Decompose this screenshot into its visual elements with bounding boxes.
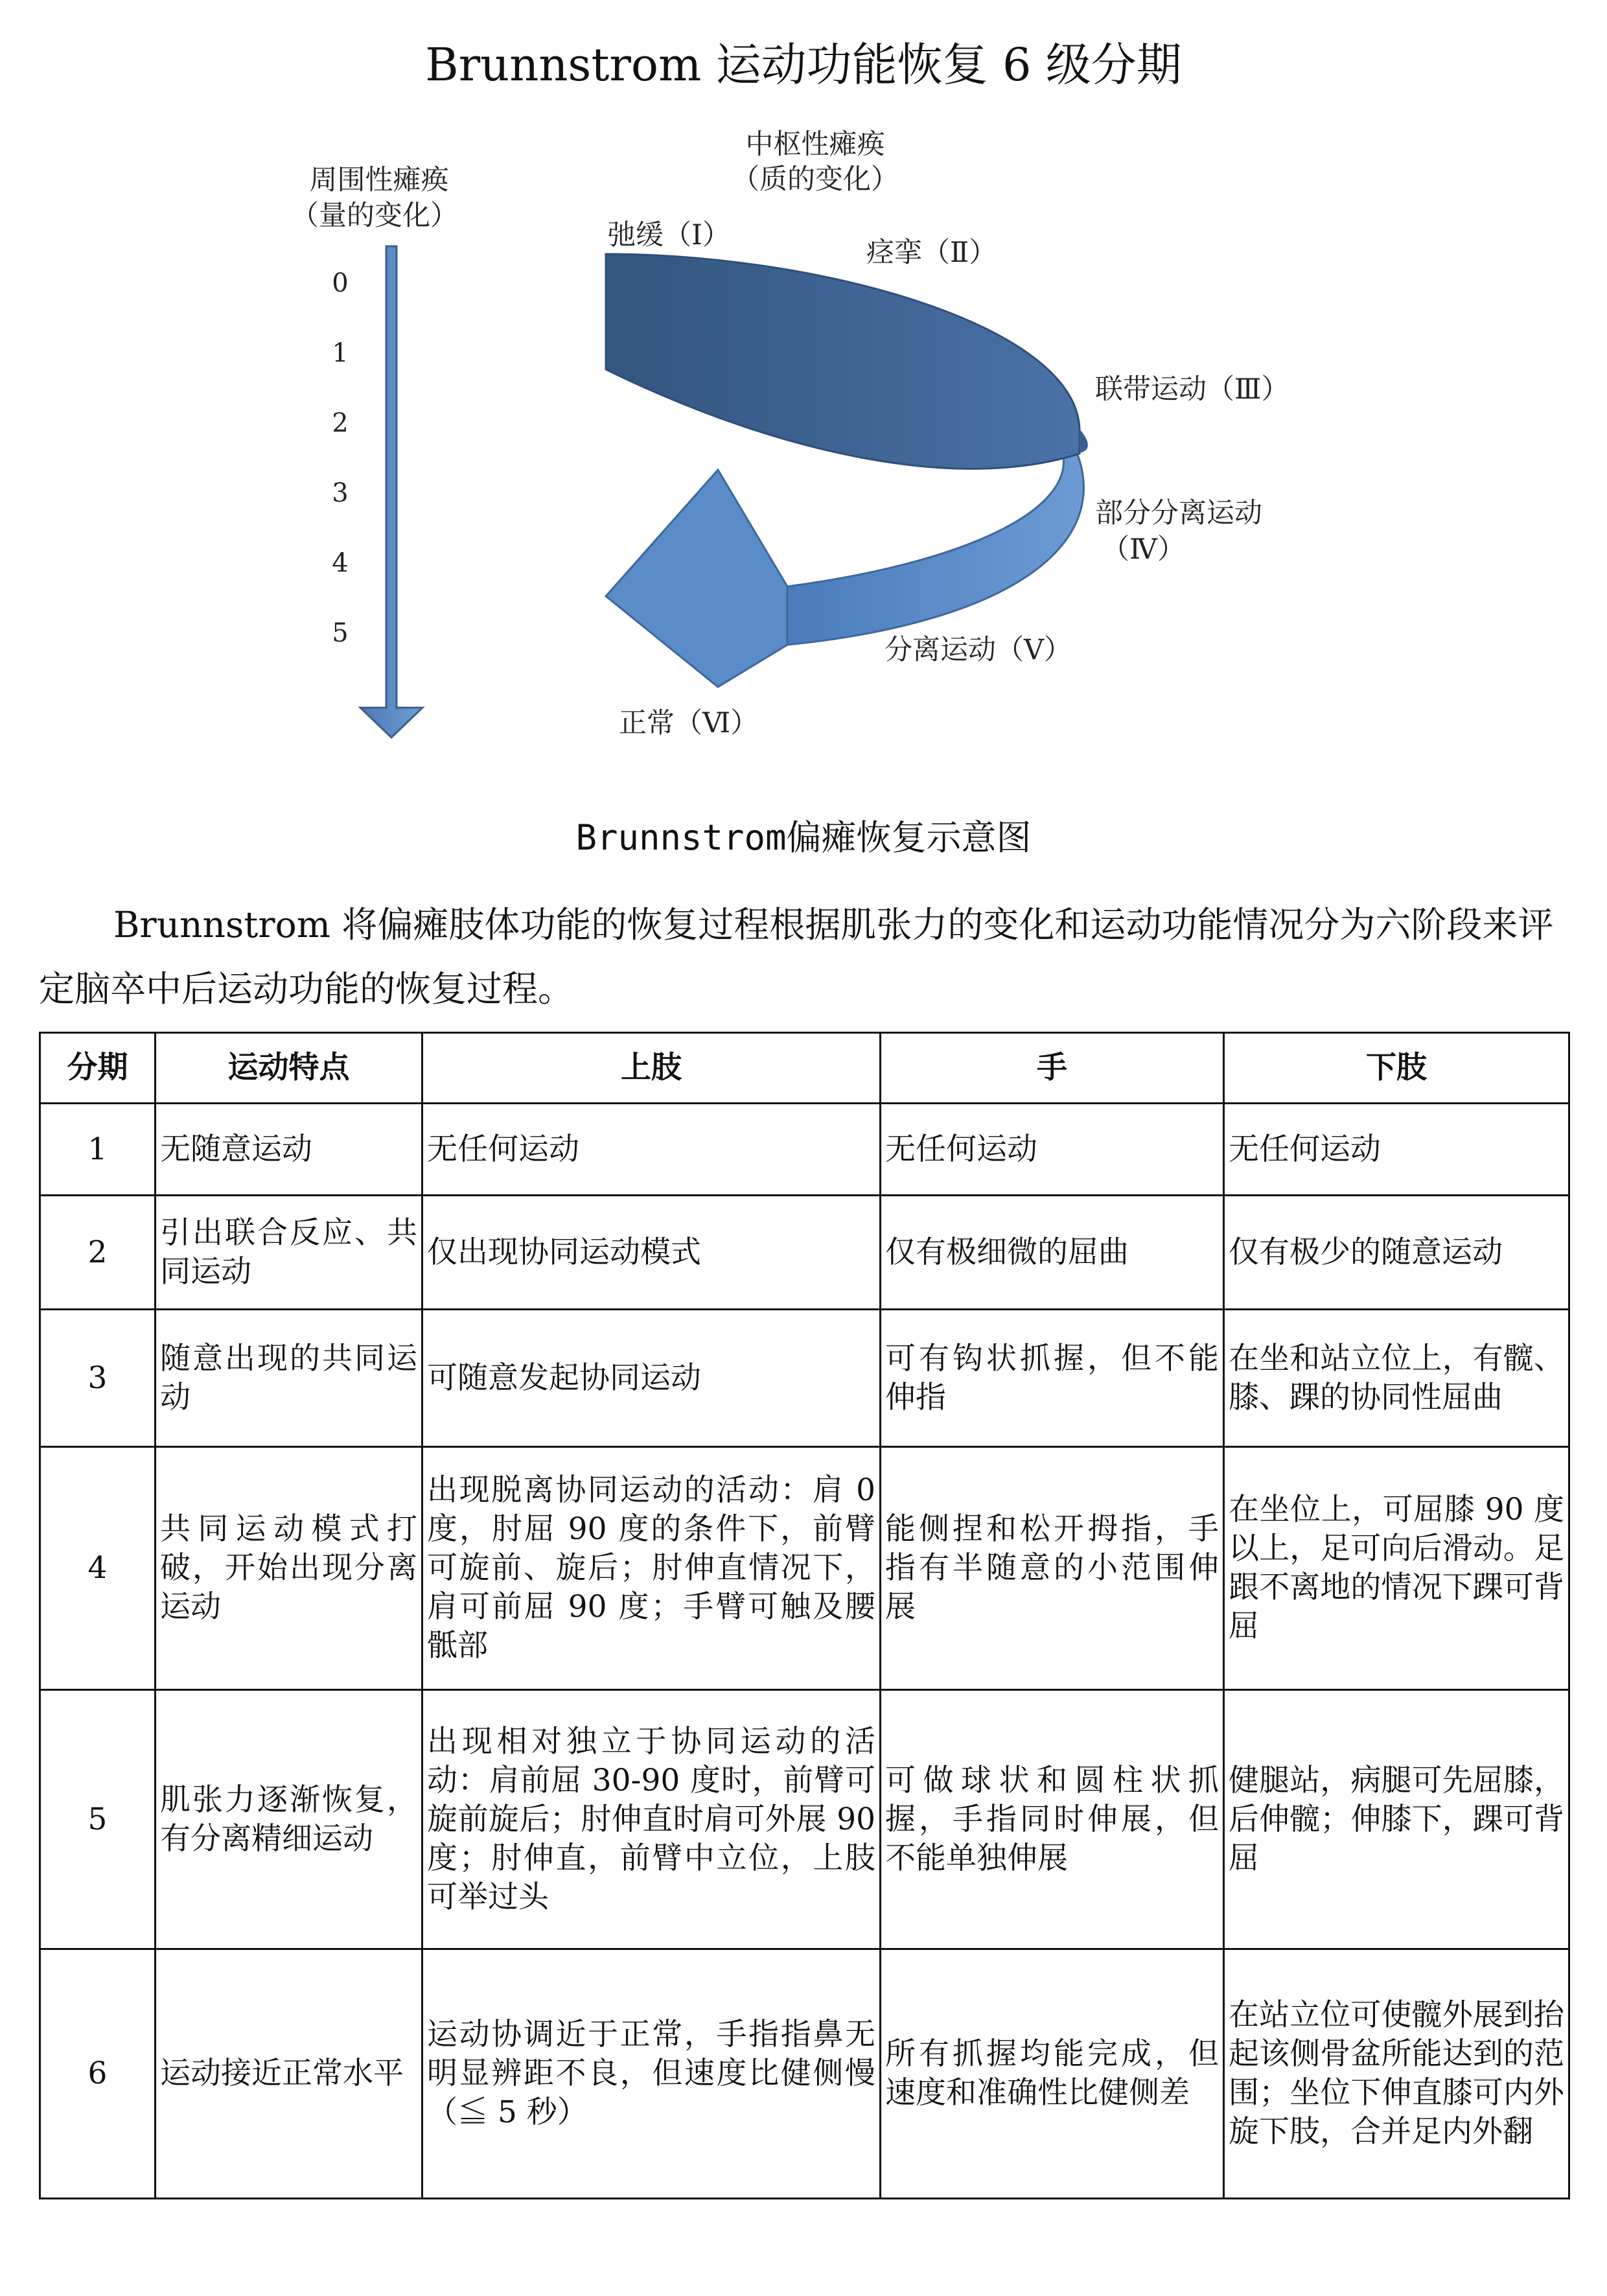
page-title: Brunnstrom 运动功能恢复 6 级分期 xyxy=(425,38,1182,91)
stage-number: 4 xyxy=(40,1447,156,1690)
recovery-arrowhead-icon xyxy=(606,470,787,687)
lower-limb-cell: 无任何运动 xyxy=(1224,1104,1569,1196)
scale-number: 0 xyxy=(332,268,349,298)
lower-limb-cell: 在坐和站立位上，有髋、膝、踝的协同性屈曲 xyxy=(1224,1310,1569,1447)
table-row xyxy=(40,1196,1569,1310)
movement-feature-cell: 肌张力逐渐恢复，有分离精细运动 xyxy=(156,1690,422,1949)
hand-cell: 可做球状和圆柱状抓握，手指同时伸展，但不能单独伸展 xyxy=(881,1690,1224,1949)
header-hand: 手 xyxy=(881,1033,1224,1104)
stage-label-normal: 正常（Ⅵ） xyxy=(619,707,759,739)
movement-feature-cell: 引出联合反应、共同运动 xyxy=(156,1196,422,1310)
stage-number: 2 xyxy=(40,1196,156,1310)
header-lower-limb: 下肢 xyxy=(1224,1033,1569,1104)
upper-limb-cell: 无任何运动 xyxy=(422,1104,881,1196)
movement-feature-cell: 共同运动模式打破，开始出现分离运动 xyxy=(156,1447,422,1690)
table-row xyxy=(40,1690,1569,1949)
scale-number: 2 xyxy=(332,408,349,438)
stage-label-flaccid: 弛缓（Ⅰ） xyxy=(608,219,730,251)
table-row xyxy=(40,1949,1569,2199)
stage-label-separation: 分离运动（Ⅴ） xyxy=(884,634,1072,666)
stage-label-spasticity: 痉挛（Ⅱ） xyxy=(866,237,997,269)
central-label-line-1: 中枢性瘫痪 xyxy=(745,128,885,161)
movement-feature-cell: 运动接近正常水平 xyxy=(156,1949,422,2199)
peripheral-label-line-2: （量的变化） xyxy=(291,200,458,232)
header-upper-limb: 上肢 xyxy=(422,1033,881,1104)
peripheral-paralysis-label xyxy=(291,164,458,232)
upper-limb-cell: 出现相对独立于协同运动的活动：肩前屈 30-90 度时，前臂可旋前旋后；肘伸直时肩可外展 90 度；肘伸直，前臂中立位，上肢可举过头 xyxy=(422,1690,881,1949)
stage-label-partial-separation: 部分分离运动 xyxy=(1095,497,1262,529)
diagram-caption: Brunnstrom偏瘫恢复示意图 xyxy=(575,817,1032,858)
paralysis-scale xyxy=(332,268,348,648)
lower-limb-cell: 在站立位可使髋外展到抬起该侧骨盆所能达到的范围；坐位下伸直膝可内外旋下肢，合并足内外翻 xyxy=(1224,1949,1569,2199)
downward-arrow-icon xyxy=(360,246,422,737)
stage-number: 1 xyxy=(40,1104,156,1196)
table-row xyxy=(40,1104,1569,1196)
upper-limb-cell: 运动协调近于正常，手指指鼻无明显辨距不良，但速度比健侧慢（≦ 5 秒） xyxy=(422,1949,881,2199)
central-label-line-2: （质的变化） xyxy=(732,163,899,196)
upper-limb-cell: 可随意发起协同运动 xyxy=(422,1310,881,1447)
hand-cell: 可有钩状抓握，但不能伸指 xyxy=(881,1310,1224,1447)
intro-paragraph: Brunnstrom 将偏瘫肢体功能的恢复过程根据肌张力的变化和运动功能情况分为六阶段来评定脑卒中后运动功能的恢复过程。 xyxy=(39,904,1554,1010)
stage-number: 3 xyxy=(40,1310,156,1447)
upper-limb-cell: 出现脱离协同运动的活动：肩 0 度，肘屈 90 度的条件下，前臂可旋前、旋后；肘伸直情况下，肩可前屈 90 度；手臂可触及腰骶部 xyxy=(422,1447,881,1690)
lower-limb-cell: 健腿站，病腿可先屈膝，后伸髋；伸膝下，踝可背屈 xyxy=(1224,1690,1569,1949)
stage-number: 5 xyxy=(40,1690,156,1949)
header-movement-feature: 运动特点 xyxy=(156,1033,422,1104)
hand-cell: 能侧捏和松开拇指，手指有半随意的小范围伸展 xyxy=(881,1447,1224,1690)
scale-number: 4 xyxy=(332,548,349,578)
table-row xyxy=(40,1447,1569,1690)
scale-number: 3 xyxy=(332,478,349,508)
header-stage: 分期 xyxy=(40,1033,156,1104)
movement-feature-cell: 随意出现的共同运动 xyxy=(156,1310,422,1447)
scale-number: 1 xyxy=(332,338,349,368)
stage-label-synergy: 联带运动（Ⅲ） xyxy=(1095,373,1289,406)
lower-limb-cell: 在坐位上，可屈膝 90 度以上，足可向后滑动。足跟不离地的情况下踝可背屈 xyxy=(1224,1447,1569,1690)
central-paralysis-label xyxy=(732,128,899,196)
hand-cell: 仅有极细微的屈曲 xyxy=(881,1196,1224,1310)
movement-feature-cell: 无随意运动 xyxy=(156,1104,422,1196)
hand-cell: 所有抓握均能完成，但速度和准确性比健侧差 xyxy=(881,1949,1224,2199)
table-header-row xyxy=(40,1033,1569,1104)
scale-number: 5 xyxy=(332,618,349,648)
upper-limb-cell: 仅出现协同运动模式 xyxy=(422,1196,881,1310)
brunnstrom-stage-table xyxy=(39,1032,1570,2199)
hand-cell: 无任何运动 xyxy=(881,1104,1224,1196)
recovery-arrow-lower-band xyxy=(787,450,1083,645)
stage-label-partial-separation-num: （Ⅳ） xyxy=(1102,533,1185,566)
lower-limb-cell: 仅有极少的随意运动 xyxy=(1224,1196,1569,1310)
table-row xyxy=(40,1310,1569,1447)
brunnstrom-recovery-diagram xyxy=(0,0,1607,804)
stage-number: 6 xyxy=(40,1949,156,2199)
peripheral-label-line-1: 周围性瘫痪 xyxy=(309,164,449,196)
recovery-arrow-upper-band xyxy=(606,254,1080,469)
